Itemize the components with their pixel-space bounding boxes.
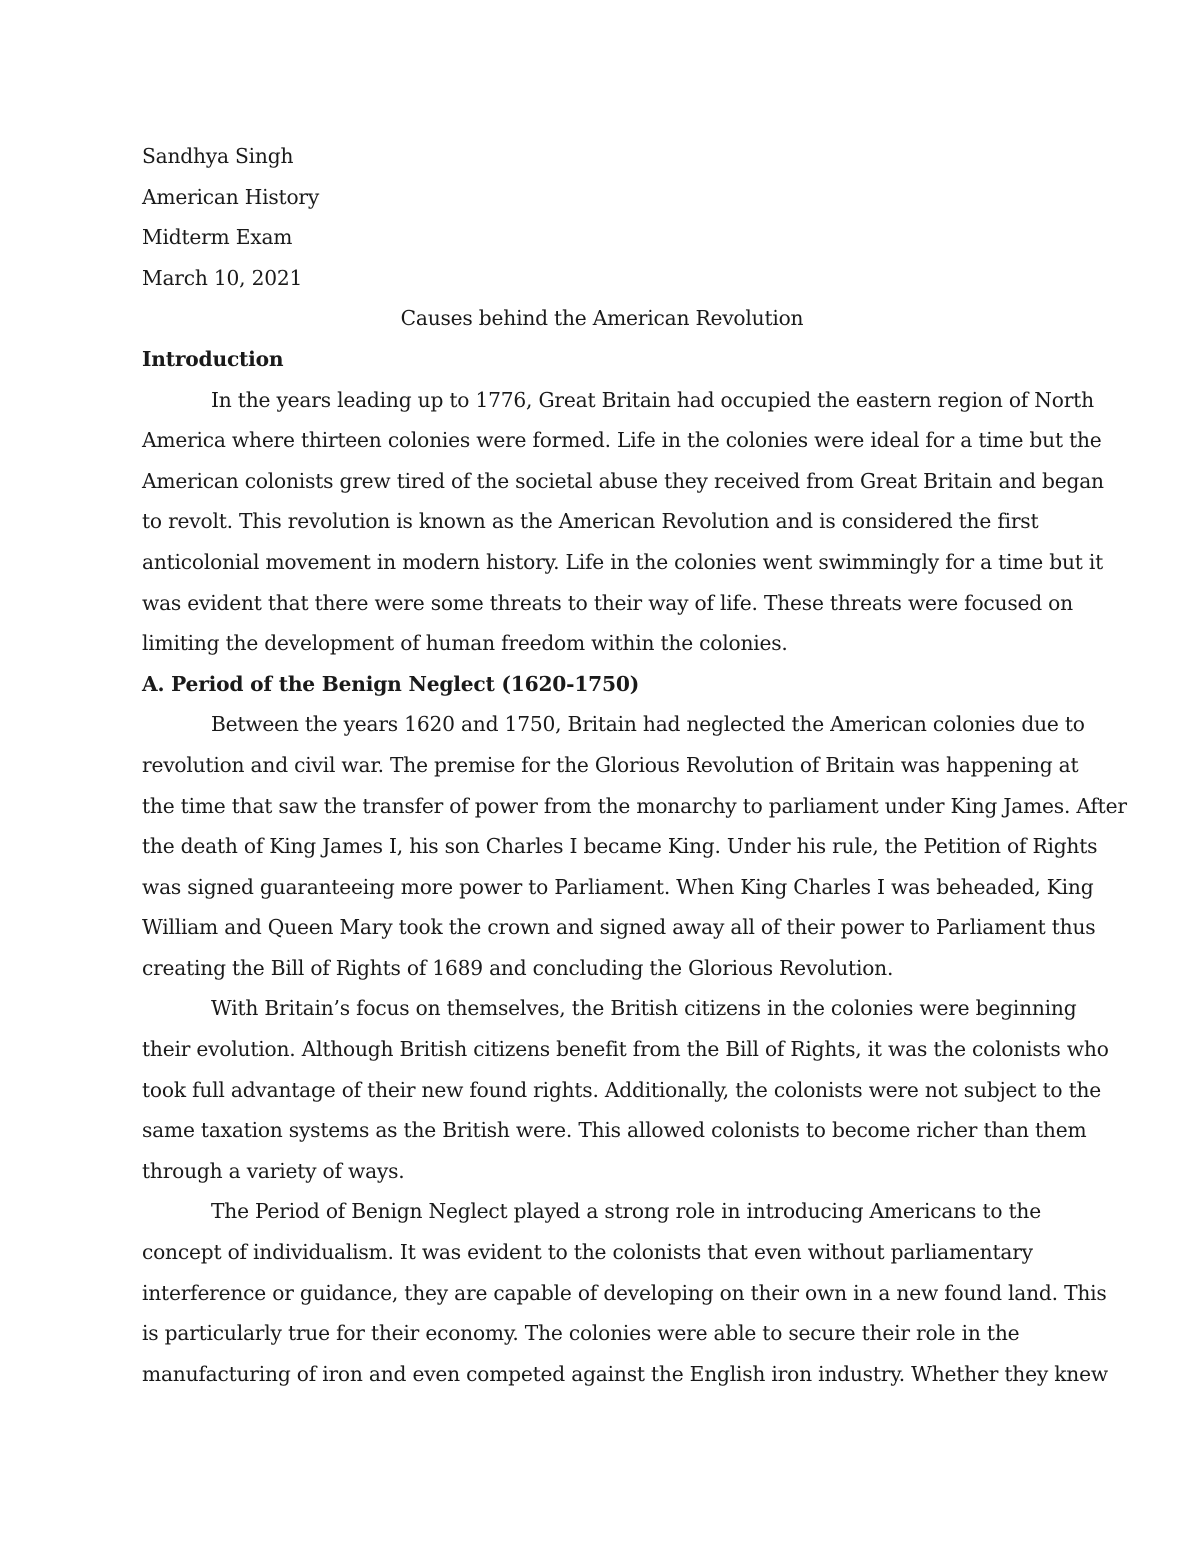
paragraph-line: Between the years 1620 and 1750, Britain had neglected the American colonies due to: [211, 712, 1085, 737]
paragraph-line: is particularly true for their economy. The colonies were able to secure their role in the: [142, 1321, 1020, 1346]
paragraph-line: In the years leading up to 1776, Great Britain had occupied the eastern region of North: [211, 387, 1094, 412]
paragraph-line: was evident that there were some threats to their way of life. These threats were focused on: [142, 590, 1073, 615]
paragraph-line: creating the Bill of Rights of 1689 and concluding the Glorious Revolution.: [142, 955, 894, 980]
paragraph-line: concept of individualism. It was evident to the colonists that even without parliamentary: [142, 1240, 1033, 1265]
paragraph-line: their evolution. Although British citizens benefit from the Bill of Rights, it was the colonists who: [142, 1037, 1109, 1062]
paragraph-line: was signed guaranteeing more power to Parliament. When King Charles I was beheaded, King: [142, 874, 1094, 899]
paragraph-line: limiting the development of human freedom within the colonies.: [142, 631, 788, 656]
paragraph-line: With Britain’s focus on themselves, the British citizens in the colonies were beginning: [211, 996, 1077, 1021]
paragraph-line: revolution and civil war. The premise for the Glorious Revolution of Britain was happening at: [142, 752, 1079, 777]
assignment-name: Midterm Exam: [142, 225, 293, 250]
paragraph-line: William and Queen Mary took the crown and signed away all of their power to Parliament thus: [142, 915, 1096, 940]
document-date: March 10, 2021: [142, 265, 303, 290]
paragraph-line: the death of King James I, his son Charles I became King. Under his rule, the Petition of Rights: [142, 834, 1098, 859]
author-name: Sandhya Singh: [142, 144, 294, 168]
paragraph-line: manufacturing of iron and even competed against the English iron industry. Whether they knew: [142, 1361, 1108, 1386]
document-title: Causes behind the American Revolution: [400, 306, 804, 331]
paragraph-line: interference or guidance, they are capable of developing on their own in a new found land. This: [142, 1280, 1107, 1305]
section-a-paragraph-1: [142, 704, 1127, 988]
paragraph-line: to revolt. This revolution is known as the American Revolution and is considered the first: [142, 509, 1039, 534]
paragraph-line: The Period of Benign Neglect played a strong role in introducing Americans to the: [211, 1199, 1041, 1224]
course-name: American History: [142, 184, 320, 209]
section-a-paragraph-3: [142, 1191, 1108, 1394]
paragraph-line: American colonists grew tired of the societal abuse they received from Great Britain and began: [142, 468, 1104, 493]
paragraph-line: America where thirteen colonies were formed. Life in the colonies were ideal for a time but the: [142, 428, 1102, 453]
paragraph-line: took full advantage of their new found rights. Additionally, the colonists were not subject to the: [142, 1077, 1102, 1102]
paragraph-line: same taxation systems as the British were. This allowed colonists to become richer than them: [142, 1118, 1087, 1143]
section-a-heading: A. Period of the Benign Neglect (1620-1750): [142, 671, 640, 696]
introduction-heading: Introduction: [142, 346, 284, 371]
paragraph-line: through a variety of ways.: [142, 1158, 405, 1183]
section-a-paragraph-2: [142, 988, 1109, 1191]
introduction-paragraph: [142, 380, 1104, 664]
document-body: [142, 136, 1127, 1394]
paragraph-line: anticolonial movement in modern history. Life in the colonies went swimmingly for a time but it: [142, 549, 1104, 574]
paragraph-line: the time that saw the transfer of power from the monarchy to parliament under King James. After: [142, 793, 1127, 818]
